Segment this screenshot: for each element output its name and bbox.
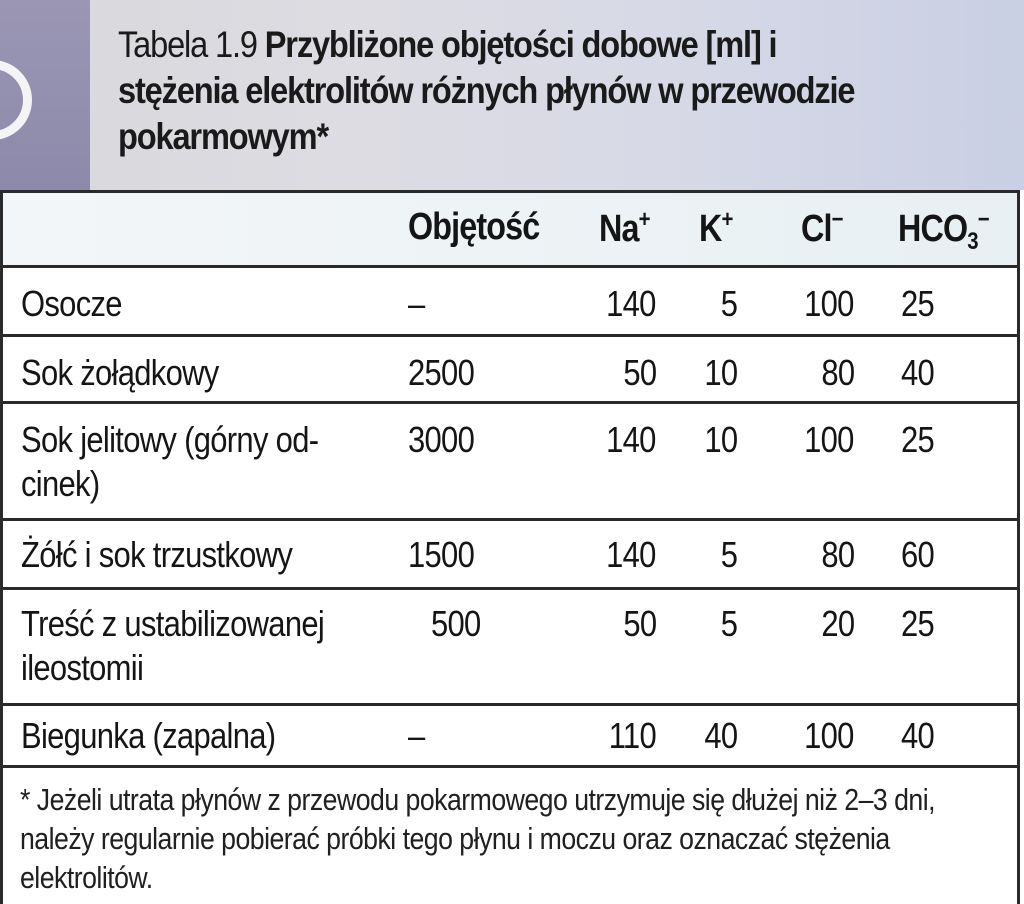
row-name: Sok żołądkowy bbox=[21, 352, 219, 393]
row-volume: 1500 bbox=[408, 534, 475, 575]
row-k: 10 bbox=[703, 352, 737, 393]
row-na: 140 bbox=[606, 283, 656, 324]
row-cl: 100 bbox=[804, 419, 854, 460]
circle-decoration bbox=[0, 60, 32, 140]
row-cl: 20 bbox=[820, 603, 854, 644]
row-name: Treść z ustabilizowanej ileostomii bbox=[21, 603, 325, 688]
row-na: 110 bbox=[608, 715, 656, 756]
row-cl: 100 bbox=[804, 715, 854, 756]
row-hco3: 40 bbox=[901, 715, 935, 756]
row-na: 140 bbox=[606, 419, 656, 460]
row-name: Sok jelitowy (górny od-cinek) bbox=[21, 419, 319, 504]
table-number: Tabela 1.9 bbox=[118, 24, 257, 65]
row-cl: 80 bbox=[820, 534, 854, 575]
row-cl: 80 bbox=[820, 352, 854, 393]
col-head-volume: Objętość bbox=[408, 206, 540, 248]
side-tab-decoration bbox=[0, 0, 90, 190]
table-row bbox=[3, 521, 1017, 590]
table-row bbox=[3, 404, 1017, 521]
row-na: 50 bbox=[622, 352, 656, 393]
col-head-k: K+ bbox=[699, 206, 733, 250]
row-cl: 100 bbox=[804, 283, 854, 324]
row-na: 140 bbox=[606, 534, 656, 575]
row-name: Żółć i sok trzustkowy bbox=[21, 534, 293, 575]
table-row bbox=[3, 337, 1017, 404]
col-head-na: Na+ bbox=[599, 206, 650, 250]
row-volume: 2500 bbox=[408, 352, 475, 393]
table-caption: Przybliżone objętości dobowe [ml] i stężenia elektrolitów różnych płynów w przewodzie pokarmowym* bbox=[118, 24, 855, 157]
row-k: 40 bbox=[703, 715, 737, 756]
row-name: Biegunka (zapalna) bbox=[21, 715, 276, 756]
row-volume: – bbox=[408, 715, 425, 756]
row-na: 50 bbox=[622, 603, 656, 644]
row-k: 5 bbox=[720, 603, 737, 644]
row-volume: 3000 bbox=[408, 419, 475, 460]
row-volume: – bbox=[408, 283, 425, 324]
row-hco3: 25 bbox=[901, 603, 935, 644]
row-hco3: 25 bbox=[901, 283, 935, 324]
row-hco3: 60 bbox=[901, 534, 935, 575]
table-row bbox=[3, 268, 1017, 337]
row-volume: 500 bbox=[431, 603, 481, 644]
table-title bbox=[118, 22, 901, 160]
row-k: 10 bbox=[703, 419, 737, 460]
table-footnote: * Jeżeli utrata płynów z przewodu pokarmowego utrzymuje się dłużej niż 2–3 dni, należy regularnie pobierać próbki tego płynu i moczu oraz oznaczać stężenia elektrolitów. bbox=[20, 782, 936, 895]
table-row bbox=[3, 706, 1017, 768]
row-name: Osocze bbox=[21, 283, 122, 324]
col-head-cl: Cl− bbox=[801, 206, 843, 250]
row-k: 5 bbox=[720, 283, 737, 324]
row-hco3: 25 bbox=[901, 419, 935, 460]
row-k: 5 bbox=[720, 534, 737, 575]
table-row bbox=[3, 590, 1017, 706]
col-head-hco3: $HCO_3^-$ bbox=[898, 206, 989, 255]
row-hco3: 40 bbox=[901, 352, 935, 393]
